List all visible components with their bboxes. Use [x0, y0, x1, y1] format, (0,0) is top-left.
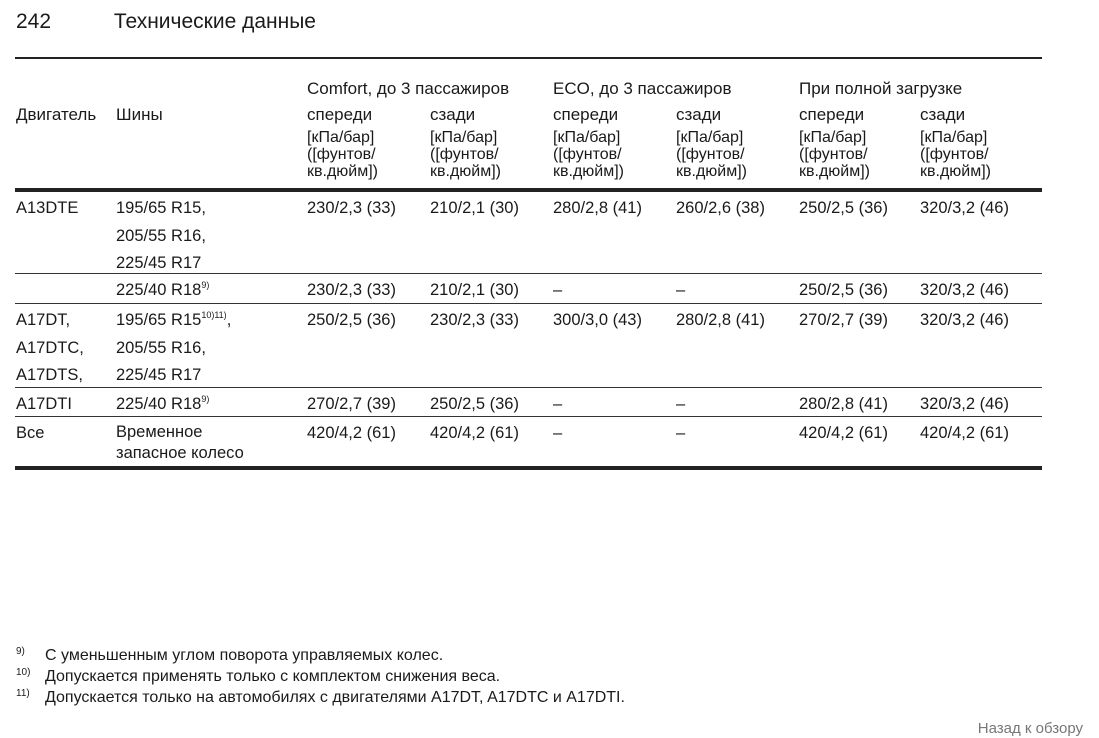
footnote-mark: 10)	[16, 667, 31, 678]
engine-cell: Все	[16, 424, 45, 442]
pressure-cell: 210/2,1 (30)	[430, 281, 519, 299]
unit-label: [кПа/бар] ([фунтов/ кв.дюйм])	[430, 129, 501, 180]
pressure-cell: –	[553, 424, 563, 442]
footnote-mark: 11)	[16, 688, 30, 699]
pressure-cell: 280/2,8 (41)	[553, 199, 642, 217]
tyres-cell: 195/65 $R15^{10)11)}$, 205/55 R16, 225/45 R17	[116, 310, 232, 384]
pressure-cell: 420/4,2 (61)	[307, 424, 396, 442]
footnote	[16, 645, 625, 666]
pressure-cell: –	[676, 281, 686, 299]
footnote-text: С уменьшенным углом поворота управляемых колес.	[45, 647, 444, 664]
pressure-cell: 300/3,0 (43)	[553, 311, 642, 329]
table-row	[15, 304, 1042, 388]
pressure-cell: 320/3,2 (46)	[920, 199, 1009, 217]
group-full-load: При полной загрузке	[799, 79, 963, 98]
pressure-cell: 270/2,7 (39)	[799, 311, 888, 329]
table-row	[15, 388, 1042, 417]
unit-label: [кПа/бар] ([фунтов/ кв.дюйм])	[920, 129, 991, 180]
page-header	[16, 9, 316, 35]
col-comfort-front: спереди	[307, 105, 373, 124]
pressure-cell: 420/4,2 (61)	[430, 424, 519, 442]
footnote-text: Допускается применять только с комплектом снижения веса.	[45, 668, 501, 685]
pressure-cell: 420/4,2 (61)	[920, 424, 1009, 442]
pressure-cell: –	[553, 281, 563, 299]
pressure-cell: 320/3,2 (46)	[920, 281, 1009, 299]
col-comfort-rear: сзади	[430, 105, 476, 124]
col-full-rear: сзади	[920, 105, 966, 124]
tyres-cell: 195/65 R15, 205/55 R16, 225/45 R17	[116, 199, 206, 272]
pressure-cell: 250/2,5 (36)	[799, 281, 888, 299]
unit-label: [кПа/бар] ([фунтов/ кв.дюйм])	[799, 129, 870, 180]
pressure-cell: 230/2,3 (33)	[307, 199, 396, 217]
col-engine: Двигатель	[16, 105, 97, 124]
pressure-cell: –	[676, 424, 686, 442]
unit-label: [кПа/бар] ([фунтов/ кв.дюйм])	[676, 129, 747, 180]
group-comfort: Comfort, до 3 пассажиров	[307, 79, 510, 98]
footnotes	[16, 645, 625, 708]
tyres-cell: 225/40 R18$^{9)}$	[116, 394, 210, 413]
pressure-cell: 210/2,1 (30)	[430, 199, 519, 217]
pressure-cell: –	[553, 395, 563, 413]
footnote	[16, 666, 625, 687]
back-to-overview-link[interactable]: Назад к обзору	[977, 720, 1083, 737]
col-eco-front: спереди	[553, 105, 619, 124]
pressure-cell: 250/2,5 (36)	[430, 395, 519, 413]
table-row	[15, 192, 1042, 274]
col-eco-rear: сзади	[676, 105, 722, 124]
table-row	[15, 274, 1042, 304]
table-header	[15, 78, 1042, 192]
engine-cell: A13DTE	[16, 199, 79, 217]
pressure-cell: 250/2,5 (36)	[307, 311, 396, 329]
header-divider	[15, 57, 1042, 59]
footnote	[16, 687, 625, 708]
page-number: 242	[16, 10, 52, 33]
pressure-cell: 270/2,7 (39)	[307, 395, 396, 413]
col-tyres: Шины	[116, 105, 163, 124]
pressure-cell: 230/2,3 (33)	[307, 281, 396, 299]
footnote-mark: 9)	[16, 646, 25, 657]
unit-label: [кПа/бар] ([фунтов/ кв.дюйм])	[307, 129, 378, 180]
table-row	[15, 417, 1042, 470]
pressure-cell: 230/2,3 (33)	[430, 311, 519, 329]
engine-cell: A17DTI	[16, 395, 72, 413]
footnote-text: Допускается только на автомобилях с двигателями A17DT, A17DTC и A17DTI.	[45, 689, 625, 706]
pressure-cell: 420/4,2 (61)	[799, 424, 888, 442]
pressure-cell: 280/2,8 (41)	[799, 395, 888, 413]
page-title: Технические данные	[113, 10, 316, 33]
tyres-cell: Временное запасное колесо	[116, 423, 244, 462]
col-full-front: спереди	[799, 105, 865, 124]
pressure-cell: 320/3,2 (46)	[920, 311, 1009, 329]
tyre-pressure-table	[15, 78, 1042, 470]
pressure-cell: 320/3,2 (46)	[920, 395, 1009, 413]
pressure-cell: –	[676, 395, 686, 413]
group-eco: ECO, до 3 пассажиров	[553, 79, 732, 98]
pressure-cell: 280/2,8 (41)	[676, 311, 765, 329]
unit-label: [кПа/бар] ([фунтов/ кв.дюйм])	[553, 129, 624, 180]
pressure-cell: 260/2,6 (38)	[676, 199, 765, 217]
tyres-cell: 225/40 R18$^{9)}$	[116, 280, 210, 299]
engine-cell: A17DT, A17DTC, A17DTS,	[16, 311, 84, 384]
pressure-cell: 250/2,5 (36)	[799, 199, 888, 217]
